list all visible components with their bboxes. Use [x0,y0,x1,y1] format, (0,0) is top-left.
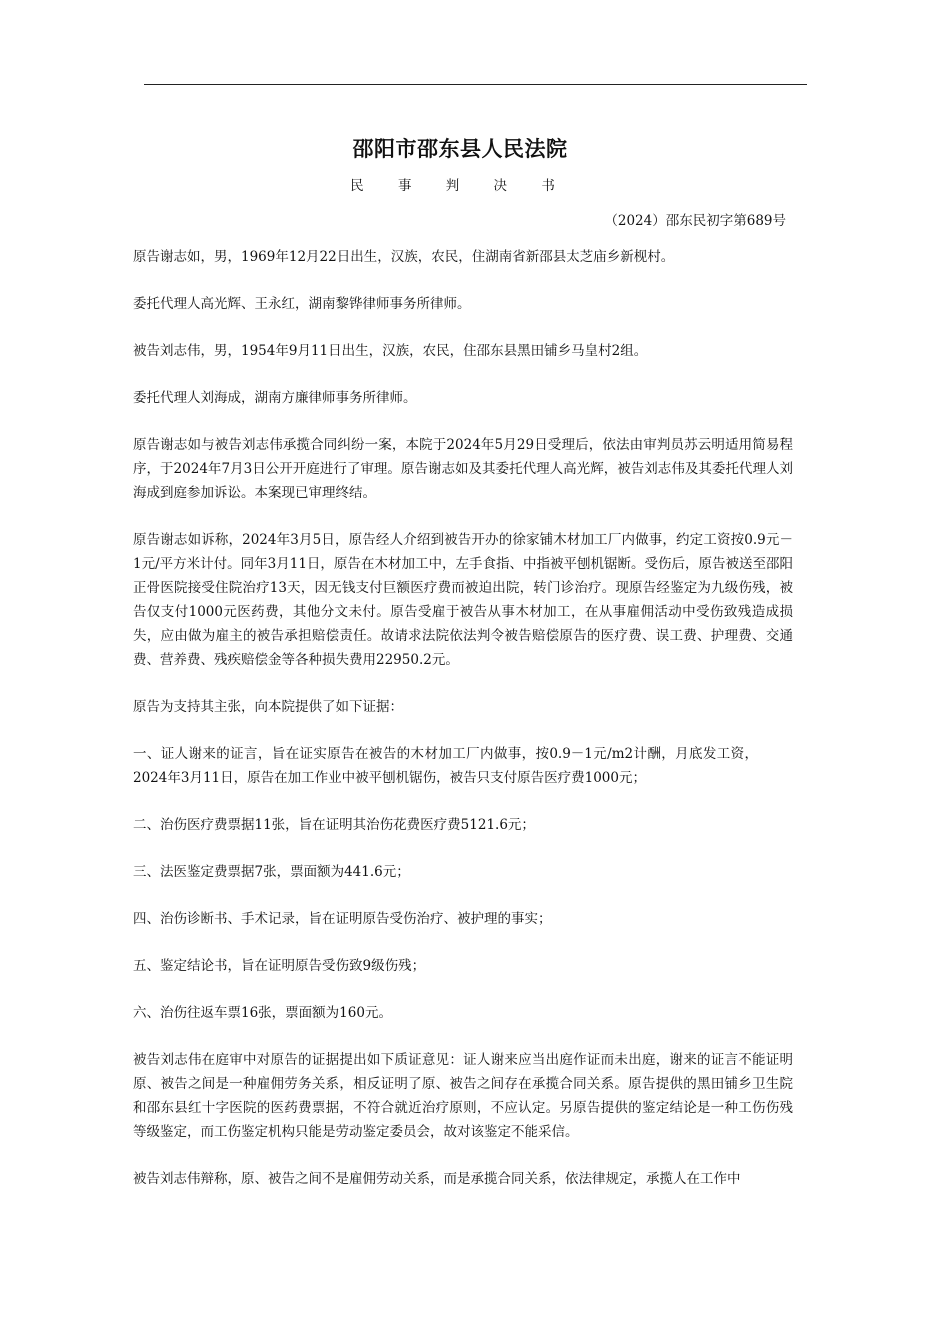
evidence-item-5: 五、鉴定结论书，旨在证明原告受伤致9级伤残； [133,958,426,974]
judgment-body [133,245,793,1214]
document-type-heading: 民 事 判 决 书 [350,178,570,194]
defendant-cross-examination: 被告刘志伟在庭审中对原告的证据提出如下质证意见：证人谢来应当出庭作证而未出庭，谢来的证言不能证明原、被告之间是一种雇佣劳务关系，相反证明了原、被告之间存在承揽合同关系。原告提供的黑田铺乡卫生院和邵东县红十字医院的医药费票据，不符合就近治疗原则，不应认定。另原告提供的鉴定结论是一种工伤伤残等级鉴定，而工伤鉴定机构只能是劳动鉴定委员会，故对该鉴定不能采信。 [133,1052,793,1140]
defendant-defense: 被告刘志伟辩称，原、被告之间不是雇佣劳动关系，而是承揽合同关系，依法律规定，承揽人在工作中 [133,1171,741,1187]
plaintiff-info: 原告谢志如，男，1969年12月22日出生，汉族，农民，住湖南省新邵县太芝庙乡新枧村。 [133,249,675,265]
evidence-item-2: 二、治伤医疗费票据11张，旨在证明其治伤花费医疗费5121.6元； [133,817,535,833]
evidence-item-3: 三、法医鉴定费票据7张，票面额为441.6元； [133,864,410,880]
evidence-intro: 原告为支持其主张，向本院提供了如下证据： [133,699,403,715]
case-procedure-paragraph: 原告谢志如与被告刘志伟承揽合同纠纷一案，本院于2024年5月29日受理后，依法由审判员苏云明适用简易程序，于2024年7月3日公开开庭进行了审理。原告谢志如及其委托代理人高光辉，被告刘志伟及其委托代理人刘海成到庭参加诉讼。本案现已审理终结。 [133,437,793,501]
evidence-item-6: 六、治伤往返车票16张，票面额为160元。 [133,1005,392,1021]
defendant-agent-info: 委托代理人刘海成，湖南方廉律师事务所律师。 [133,390,417,406]
top-rule [144,84,807,85]
plaintiff-agent-info: 委托代理人高光辉、王永红，湖南黎铧律师事务所律师。 [133,296,471,312]
defendant-info: 被告刘志伟，男，1954年9月11日出生，汉族，农民，住邵东县黑田铺乡马皇村2组。 [133,343,648,359]
plaintiff-claim-paragraph: 原告谢志如诉称，2024年3月5日，原告经人介绍到被告开办的徐家铺木材加工厂内做事，约定工资按0.9元－1元/平方米计付。同年3月11日，原告在木材加工中，左手食指、中指被平刨机锯断。受伤后，原告被送至邵阳正骨医院接受住院治疗13天，因无钱支付巨额医疗费而被迫出院，转门诊治疗。现原告经鉴定为九级伤残，被告仅支付1000元医药费，其他分文未付。原告受雇于被告从事木材加工，在从事雇佣活动中受伤致残造成损失，应由做为雇主的被告承担赔偿责任。故请求法院依法判令被告赔偿原告的医疗费、误工费、护理费、交通费、营养费、残疾赔偿金等各种损失费用22950.2元。 [133,532,793,668]
evidence-item-4: 四、治伤诊断书、手术记录，旨在证明原告受伤治疗、被护理的事实； [133,911,552,927]
evidence-item-1: 一、证人谢来的证言，旨在证实原告在被告的木材加工厂内做事，按0.9－1元/m2计酬，月底发工资，2024年3月11日，原告在加工作业中被平刨机锯伤，被告只支付原告医疗费1000元； [133,746,758,786]
case-number: （2024）邵东民初字第689号 [604,213,786,229]
court-name-title: 邵阳市邵东县人民法院 [352,136,568,161]
